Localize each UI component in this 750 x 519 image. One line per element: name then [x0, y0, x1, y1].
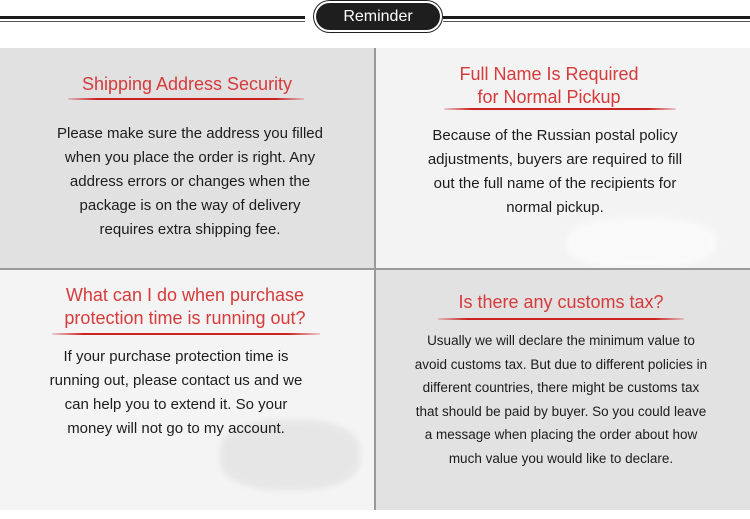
protection-title: [50, 284, 320, 330]
header-rule-right-thin: [443, 21, 750, 22]
shipping-line: address errors or changes when the: [69, 173, 311, 190]
shipping-line: package is on the way of delivery: [79, 197, 301, 214]
customs-line: avoid customs tax. But due to different policies in: [414, 356, 708, 372]
protection-line: money will not go to my account.: [67, 420, 285, 437]
shipping-body: [20, 122, 360, 242]
watermark-smudge: [566, 218, 716, 268]
customs-line: much value you would like to declare.: [448, 450, 674, 466]
horizontal-divider: [0, 268, 750, 270]
shipping-line: Please make sure the address you filled: [57, 125, 323, 142]
protection-title-underline: [52, 333, 320, 335]
shipping-title-underline: [68, 98, 304, 100]
bottom-strip: [0, 510, 750, 519]
panel-shipping-address: [0, 48, 374, 268]
fullname-line: out the full name of the recipients for: [433, 175, 677, 192]
protection-title-line: What can I do when purchase: [65, 285, 305, 305]
fullname-title-line: Full Name Is Required: [459, 64, 639, 84]
protection-body: [6, 345, 346, 441]
panel-purchase-protection: [0, 270, 374, 510]
shipping-line: requires extra shipping fee.: [99, 221, 281, 238]
customs-body: [390, 329, 732, 470]
shipping-title: Shipping Address Security: [81, 74, 293, 94]
panel-customs-tax: [376, 270, 750, 510]
customs-line: Usually we will declare the minimum value to: [427, 333, 695, 348]
customs-title: Is there any customs tax?: [458, 292, 664, 312]
customs-line: that should be paid by buyer. So you could leave: [415, 403, 707, 419]
customs-line: different countries, there might be customs tax: [422, 380, 700, 395]
fullname-line: Because of the Russian postal policy: [432, 127, 678, 144]
header-rule-left: [0, 16, 305, 19]
reminder-badge: Reminder: [316, 3, 440, 30]
fullname-line: normal pickup.: [506, 199, 604, 216]
fullname-title-underline: [444, 108, 676, 110]
vertical-divider: [374, 48, 376, 510]
protection-line: running out, please contact us and we: [49, 372, 303, 389]
header-rule-right: [443, 16, 750, 19]
panel-full-name: [376, 48, 750, 268]
fullname-title: [436, 63, 662, 109]
protection-line: can help you to extend it. So your: [64, 396, 288, 413]
header-rule-left-thin: [0, 21, 305, 22]
protection-line: If your purchase protection time is: [63, 348, 289, 365]
customs-line: a message when placing the order about how: [424, 427, 698, 442]
fullname-title-line: for Normal Pickup: [477, 87, 621, 107]
header-bar: [0, 0, 750, 48]
protection-title-line: protection time is running out?: [64, 308, 306, 328]
customs-title-underline: [438, 318, 684, 320]
fullname-body: [390, 124, 720, 220]
fullname-line: adjustments, buyers are required to fill: [427, 151, 683, 168]
shipping-line: when you place the order is right. Any: [64, 149, 316, 166]
